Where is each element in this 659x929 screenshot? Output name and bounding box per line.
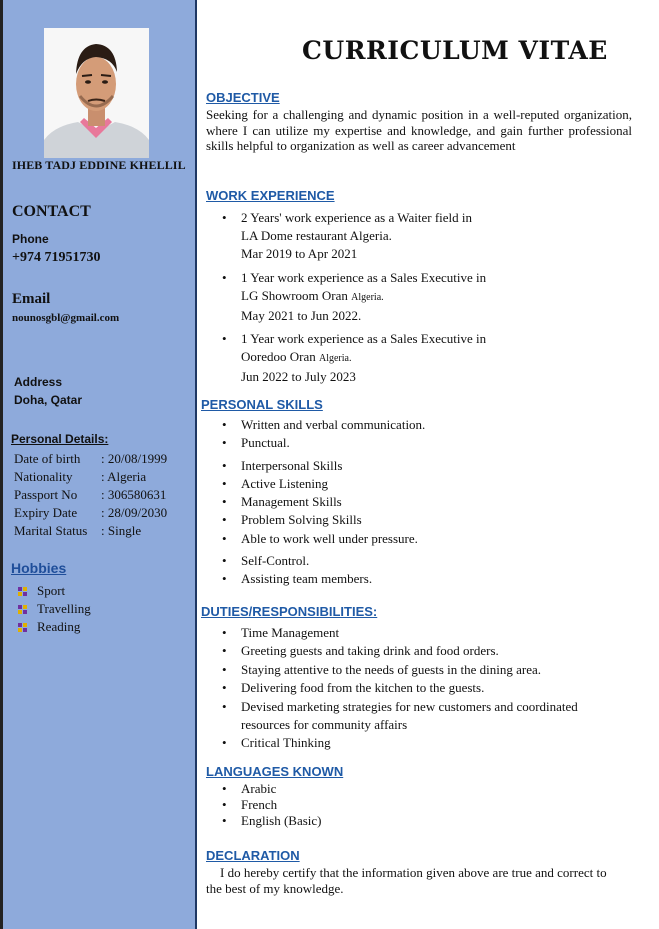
list-item: • Self-Control. bbox=[204, 552, 425, 570]
objective-heading: OBJECTIVE bbox=[206, 90, 280, 105]
languages-list bbox=[204, 781, 322, 829]
list-item: • Written and verbal communication. bbox=[204, 416, 425, 434]
contact-heading: CONTACT bbox=[12, 203, 91, 220]
list-item: • Arabic bbox=[204, 781, 322, 797]
work-location: Algeria. bbox=[318, 353, 352, 364]
hobbies-heading: Hobbies bbox=[11, 560, 67, 576]
phone-label: Phone bbox=[12, 232, 49, 246]
personal-detail-row bbox=[14, 505, 167, 523]
work-company: Ooredoo Oran bbox=[241, 349, 316, 364]
list-item bbox=[204, 269, 486, 325]
personal-detail-row bbox=[14, 487, 167, 505]
email-value[interactable]: nounosgbl@gmail.com bbox=[12, 312, 120, 324]
checkered-square-icon bbox=[18, 605, 27, 614]
checkered-square-icon bbox=[18, 587, 27, 596]
work-role: • 1 Year work experience as a Sales Executive in bbox=[241, 331, 487, 346]
detail-label: Date of birth bbox=[14, 451, 81, 466]
address-value: Doha, Qatar bbox=[14, 393, 83, 407]
list-item: • Problem Solving Skills bbox=[204, 511, 425, 529]
hobbies-list bbox=[18, 582, 91, 636]
detail-value: : 20/08/1999 bbox=[101, 451, 168, 466]
list-item: • Interpersonal Skills bbox=[204, 457, 425, 475]
detail-label: Nationality bbox=[14, 469, 73, 484]
work-company: LA Dome restaurant Algeria. bbox=[241, 228, 392, 243]
list-item bbox=[204, 330, 486, 386]
address-label: Address bbox=[14, 375, 63, 389]
email-label: Email bbox=[12, 291, 51, 307]
list-item bbox=[18, 618, 91, 636]
work-role: • 1 Year work experience as a Sales Executive in bbox=[241, 270, 487, 285]
hobby-label: Sport bbox=[37, 583, 66, 598]
list-item: • Time Management bbox=[204, 624, 644, 642]
personal-skills-list bbox=[204, 416, 425, 589]
candidate-name: IHEB TADJ EDDINE KHELLIL bbox=[12, 158, 186, 172]
phone-value: +974 71951730 bbox=[12, 250, 101, 265]
detail-label: Expiry Date bbox=[14, 505, 78, 520]
work-dates: Mar 2019 to Apr 2021 bbox=[241, 246, 358, 261]
list-item bbox=[18, 600, 91, 618]
list-item: • English (Basic) bbox=[204, 813, 322, 829]
list-item: • Able to work well under pressure. bbox=[204, 530, 425, 548]
work-experience-list bbox=[204, 209, 486, 386]
personal-detail-row bbox=[14, 469, 167, 487]
declaration-text: I do hereby certify that the information given above are true and correct to the best of my knowledge. bbox=[206, 865, 607, 896]
personal-detail-row bbox=[14, 523, 167, 541]
declaration-heading: DECLARATION bbox=[206, 848, 300, 863]
work-experience-heading: WORK EXPERIENCE bbox=[206, 188, 335, 203]
work-dates: Jun 2022 to July 2023 bbox=[241, 369, 356, 384]
languages-heading: LANGUAGES KNOWN bbox=[206, 764, 344, 779]
duties-list bbox=[204, 624, 644, 753]
list-item: • Punctual. bbox=[204, 434, 425, 452]
hobby-label: Reading bbox=[37, 619, 81, 634]
detail-value: : 28/09/2030 bbox=[101, 505, 168, 520]
checkered-square-icon bbox=[18, 623, 27, 632]
page-title: CURRICULUM VITAE bbox=[302, 36, 608, 65]
list-item: • Management Skills bbox=[204, 493, 425, 511]
personal-details-heading: Personal Details: bbox=[11, 432, 109, 446]
objective-text: Seeking for a challenging and dynamic position in a well-reputed organization, where I can utilize my expertise and knowledge, and gain further professional skills helpful to organization as well as career advancement bbox=[206, 107, 632, 153]
detail-label: Passport No bbox=[14, 487, 78, 502]
work-location: Algeria. bbox=[351, 292, 384, 303]
profile-photo bbox=[44, 28, 149, 158]
work-dates: May 2021 to Jun 2022. bbox=[241, 308, 362, 323]
hobby-label: Travelling bbox=[37, 601, 91, 616]
detail-value: : Algeria bbox=[101, 469, 147, 484]
list-item: • Staying attentive to the needs of guests in the dining area. bbox=[204, 661, 644, 679]
list-item: • Active Listening bbox=[204, 475, 425, 493]
list-item bbox=[204, 209, 486, 263]
list-item: • French bbox=[204, 797, 322, 813]
list-item bbox=[18, 582, 91, 600]
work-role: • 2 Years' work experience as a Waiter field in bbox=[241, 210, 473, 225]
main-content bbox=[197, 0, 659, 929]
personal-detail-row bbox=[14, 451, 167, 469]
detail-value: : 306580631 bbox=[101, 487, 167, 502]
list-item: • Assisting team members. bbox=[204, 570, 425, 588]
work-company: LG Showroom Oran bbox=[241, 288, 348, 303]
detail-label: Marital Status bbox=[14, 523, 88, 538]
list-item: • Greeting guests and taking drink and food orders. bbox=[204, 642, 644, 660]
detail-value: : Single bbox=[101, 523, 142, 538]
list-item: • Delivering food from the kitchen to the guests. bbox=[204, 679, 644, 697]
list-item: • Critical Thinking bbox=[204, 734, 644, 752]
list-item: • Devised marketing strategies for new customers and coordinated resources for community affairs bbox=[204, 698, 644, 735]
duties-heading: DUTIES/RESPONSIBILITIES: bbox=[201, 604, 378, 619]
personal-skills-heading: PERSONAL SKILLS bbox=[201, 397, 323, 412]
personal-details-table bbox=[14, 451, 167, 541]
